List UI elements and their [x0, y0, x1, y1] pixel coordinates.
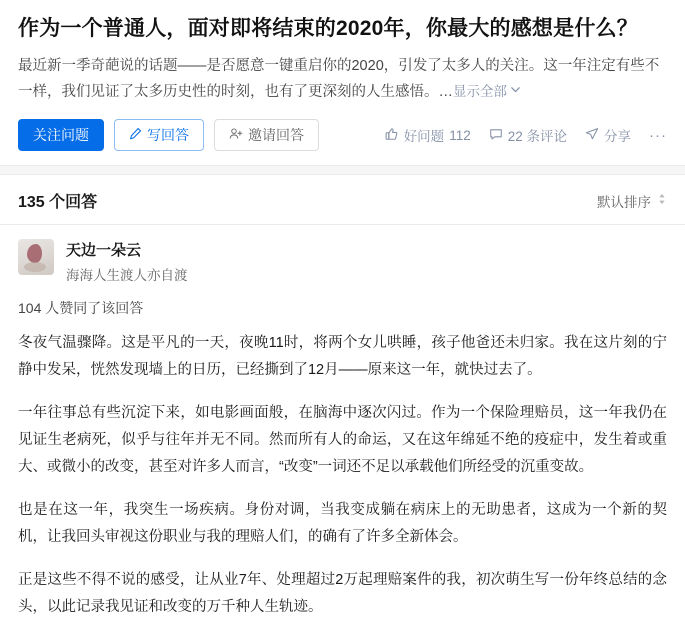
share-button[interactable] — [585, 125, 631, 145]
answer-paragraph: 也是在这一年，我突生一场疾病。身份对调，当我变成躺在病床上的无助患者，这成为一个新的契机，让我回头审视这份职业与我的理赔人们，的确有了许多全新体会。 — [18, 502, 667, 545]
pencil-icon — [129, 127, 142, 143]
comments-button[interactable] — [489, 125, 567, 145]
invite-answer-label: 邀请回答 — [248, 127, 304, 143]
question-header — [0, 0, 685, 151]
write-answer-button[interactable] — [114, 119, 204, 151]
share-icon — [585, 127, 599, 144]
comment-icon — [489, 127, 503, 144]
question-actions — [18, 119, 667, 151]
answer-content — [0, 318, 685, 621]
avatar-shape-primary — [27, 244, 42, 263]
user-plus-icon — [229, 127, 243, 143]
answer-author — [0, 225, 685, 284]
question-description — [18, 54, 667, 105]
good-question-button[interactable] — [385, 125, 471, 145]
invite-answer-button[interactable] — [214, 119, 319, 151]
section-divider — [0, 165, 685, 175]
follow-question-label: 关注问题 — [33, 127, 89, 143]
ellipsis-icon[interactable] — [649, 127, 667, 144]
answers-toolbar — [0, 175, 685, 212]
answers-count: 135 个回答 — [18, 194, 98, 211]
avatar[interactable] — [18, 239, 54, 275]
answer-paragraph: 一年往事总有些沉淀下来，如电影画面般，在脑海中逐次闪过。作为一个保险理赔员，这一年我仍在见证生老病死，似乎与往年并无不同。然而所有人的命运，又在这年绵延不绝的疫症中，发生着或重大、或微小的改变，甚至对许多人而言，“改变”一词还不足以承载他们所经受的沉重变故。 — [18, 405, 667, 475]
author-name[interactable]: 天边一朵云 — [66, 242, 142, 259]
share-label: 分享 — [604, 129, 631, 144]
show-all-label: 显示全部 — [453, 84, 507, 99]
thumbs-up-icon — [385, 127, 399, 144]
author-info — [66, 239, 188, 284]
answer-paragraph: 正是这些不得不说的感受，让从业7年、处理超过2万起理赔案件的我，初次萌生写一份年终总结的念头，以此记录我见证和改变的万千种人生轨迹。 — [18, 572, 667, 615]
good-question-label: 好问题 — [403, 129, 445, 144]
more-label: ··· — [649, 126, 667, 144]
sort-selector[interactable] — [597, 191, 667, 211]
avatar-shape-secondary — [24, 262, 46, 272]
follow-question-button[interactable] — [18, 119, 104, 151]
comments-label: 22 条评论 — [507, 129, 567, 144]
write-answer-label: 写回答 — [147, 127, 189, 143]
question-description-text: 最近新一季奇葩说的话题——是否愿意一键重启你的2020，引发了太多人的关注。这一年注定有些不一样，我们见证了太多历史性的时刻，也有了更深刻的人生感悟。… — [18, 58, 660, 100]
sort-updown-icon — [657, 192, 667, 209]
answer-vote-count: 104 人赞同了该回答 — [18, 300, 144, 316]
question-meta — [385, 125, 667, 145]
chevron-down-icon — [510, 78, 521, 103]
author-bio: 海海人生渡人亦自渡 — [66, 268, 188, 283]
show-all-toggle[interactable] — [453, 84, 521, 99]
page-title: 作为一个普通人，面对即将结束的2020年，你最大的感想是什么？ — [18, 17, 638, 40]
good-question-count: 112 — [449, 127, 471, 143]
sort-label: 默认排序 — [597, 194, 651, 210]
answer-paragraph: 冬夜气温骤降。这是平凡的一天，夜晚11时，将两个女儿哄睡，孩子他爸还未归家。我在这片刻的宁静中发呆，恍然发现墙上的日历，已经撕到了12月——原来这一年，就快过去了。 — [18, 335, 667, 378]
